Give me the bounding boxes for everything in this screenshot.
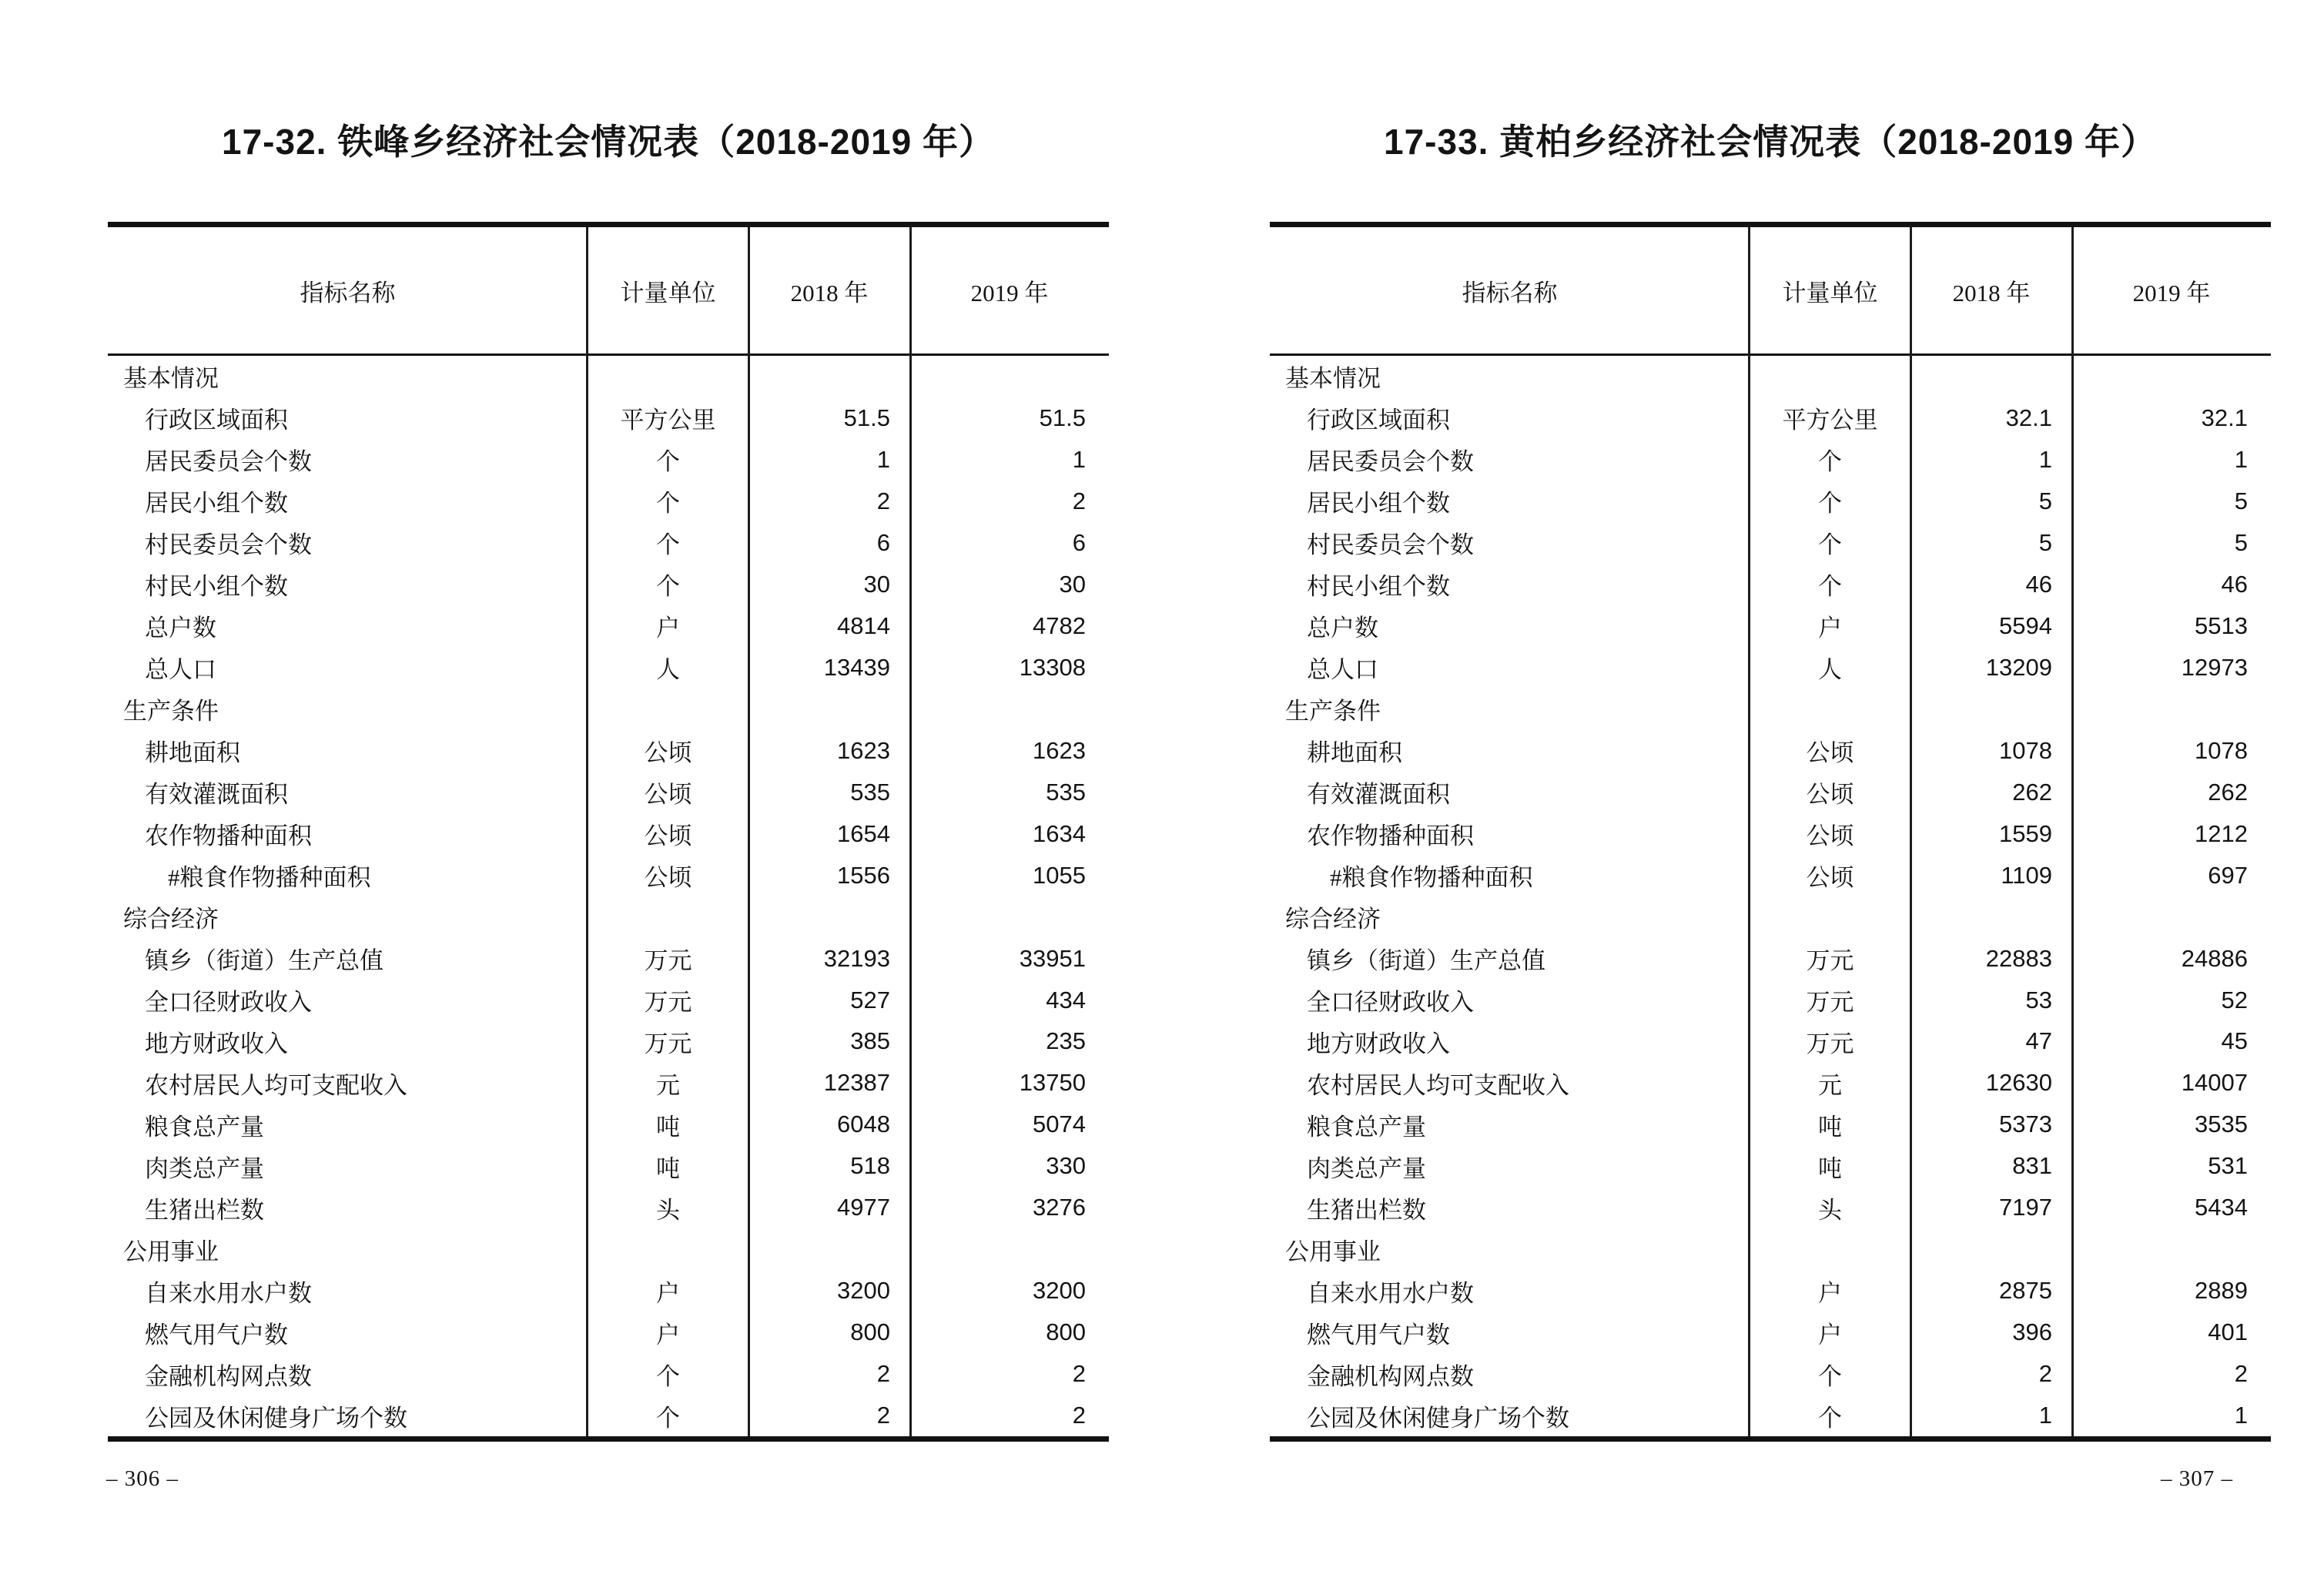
table-top-rule [1270, 222, 2271, 227]
value-2019: 2 [2234, 1360, 2248, 1388]
value-2018: 12387 [823, 1069, 890, 1097]
header-indicator: 指标名称 [300, 279, 396, 307]
value-2018: 5594 [1999, 611, 2052, 639]
value-2018: 518 [850, 1152, 890, 1180]
value-2019: 45 [2221, 1027, 2248, 1055]
table-row [1270, 1187, 2271, 1228]
value-2018: 2875 [1999, 1277, 2052, 1305]
value-2018: 5 [2038, 528, 2052, 556]
indicator-name: 全口径财政收入 [145, 989, 312, 1017]
value-2019: 5513 [2195, 611, 2248, 639]
table-row [108, 855, 1109, 896]
table-row [1270, 1104, 2271, 1145]
indicator-name: 地方财政收入 [145, 1030, 288, 1057]
table-row [1270, 1312, 2271, 1353]
page-number: – 306 – [106, 1466, 179, 1491]
table-row [108, 1062, 1109, 1104]
indicator-name: 居民委员会个数 [145, 448, 312, 476]
value-2019: 262 [2208, 778, 2248, 806]
value-2019: 535 [1046, 778, 1086, 806]
value-2019: 3200 [1033, 1277, 1086, 1305]
value-2019: 4782 [1033, 611, 1086, 639]
value-2019: 5 [2234, 487, 2248, 514]
unit-cell: 公顷 [644, 864, 692, 892]
unit-cell: 公顷 [1806, 822, 1854, 850]
value-2018: 30 [863, 570, 890, 598]
indicator-name: 镇乡（街道）生产总值 [1307, 947, 1545, 975]
value-2018: 1623 [837, 736, 890, 764]
unit-cell: 个 [1818, 448, 1842, 476]
value-2019: 32.1 [2201, 404, 2248, 431]
value-2018: 53 [2025, 986, 2052, 1013]
value-2019: 2 [1072, 1402, 1086, 1429]
table-row [1270, 397, 2271, 439]
indicator-name: 居民小组个数 [1307, 490, 1450, 518]
value-2019: 5074 [1033, 1111, 1086, 1138]
value-2019: 330 [1046, 1152, 1086, 1180]
indicator-name: 公用事业 [1285, 1238, 1381, 1265]
indicator-name: 自来水用水户数 [1307, 1279, 1474, 1307]
indicator-name: 总户数 [145, 615, 216, 642]
value-2018: 527 [850, 986, 890, 1013]
table-row [108, 813, 1109, 855]
value-2018: 1109 [2001, 861, 2052, 889]
unit-cell: 户 [656, 1321, 680, 1348]
table-row [108, 1312, 1109, 1353]
table-row [108, 397, 1109, 439]
table-row [108, 356, 1109, 397]
table-row [1270, 1062, 2271, 1104]
table-header-row [108, 227, 1109, 356]
unit-cell: 万元 [644, 989, 692, 1017]
unit-cell: 个 [656, 531, 680, 559]
column-divider [1910, 227, 1912, 1436]
table-bottom-rule [1270, 1436, 2271, 1442]
statistics-table [108, 222, 1109, 1442]
indicator-name: 燃气用气户数 [145, 1321, 288, 1348]
value-2019: 235 [1046, 1027, 1086, 1055]
value-2019: 33951 [1019, 944, 1086, 972]
unit-cell: 万元 [644, 947, 692, 975]
value-2018: 5 [2038, 487, 2052, 514]
value-2018: 1 [2038, 445, 2052, 473]
indicator-name: 总人口 [1307, 656, 1378, 684]
header-unit: 计量单位 [1782, 279, 1878, 307]
value-2019: 5434 [2195, 1194, 2248, 1221]
table-row [108, 688, 1109, 730]
yearbook-page-307 [1162, 0, 2324, 1588]
value-2018: 7197 [1999, 1194, 2052, 1221]
value-2018: 1559 [1999, 819, 2052, 847]
unit-cell: 公顷 [1806, 864, 1854, 892]
indicator-name: #粮食作物播种面积 [1330, 864, 1533, 892]
value-2018: 1 [876, 445, 890, 473]
unit-cell: 个 [656, 1362, 680, 1390]
table-row [1270, 1353, 2271, 1395]
value-2019: 1055 [1033, 861, 1086, 889]
table-bottom-rule [108, 1436, 1109, 1442]
value-2019: 531 [2208, 1152, 2248, 1180]
value-2018: 800 [850, 1318, 890, 1346]
indicator-name: 居民委员会个数 [1307, 448, 1474, 476]
unit-cell: 户 [1818, 1279, 1842, 1307]
indicator-name: 农作物播种面积 [1307, 822, 1474, 850]
table-row [1270, 896, 2271, 938]
table-row [1270, 1395, 2271, 1436]
indicator-name: 镇乡（街道）生产总值 [145, 947, 383, 975]
table-row [108, 481, 1109, 522]
value-2018: 3200 [837, 1277, 890, 1305]
table-row [1270, 439, 2271, 481]
indicator-name: 综合经济 [1285, 906, 1381, 933]
unit-cell: 吨 [656, 1154, 680, 1182]
indicator-name: 耕地面积 [145, 739, 240, 767]
indicator-name: 生产条件 [123, 698, 219, 725]
indicator-name: 粮食总产量 [1307, 1113, 1426, 1141]
unit-cell: 个 [1818, 1404, 1842, 1432]
value-2019: 12973 [2181, 653, 2248, 681]
unit-cell: 公顷 [644, 781, 692, 809]
indicator-name: 行政区域面积 [145, 407, 288, 434]
table-row [108, 1228, 1109, 1270]
indicator-name: 农作物播种面积 [145, 822, 312, 850]
table-row [1270, 1145, 2271, 1187]
value-2019: 30 [1059, 570, 1086, 598]
value-2018: 262 [2012, 778, 2052, 806]
header-2018: 2018 年 [1952, 279, 2031, 307]
indicator-name: 基本情况 [123, 365, 219, 393]
indicator-name: 居民小组个数 [145, 490, 288, 518]
unit-cell: 公顷 [1806, 739, 1854, 767]
table-body [108, 356, 1109, 1436]
unit-cell: 元 [656, 1071, 680, 1099]
unit-cell: 头 [656, 1196, 680, 1224]
value-2018: 1556 [837, 861, 890, 889]
indicator-name: 公园及休闲健身广场个数 [145, 1404, 407, 1432]
value-2018: 32193 [823, 944, 890, 972]
indicator-name: 有效灌溉面积 [145, 781, 288, 809]
table-row [108, 647, 1109, 688]
unit-cell: 户 [1818, 615, 1842, 642]
unit-cell: 平方公里 [620, 407, 716, 434]
table-row [108, 564, 1109, 605]
statistics-table [1270, 222, 2271, 1442]
table-row [108, 980, 1109, 1021]
indicator-name: 生产条件 [1285, 698, 1381, 725]
unit-cell: 个 [656, 1404, 680, 1432]
value-2019: 401 [2208, 1318, 2248, 1346]
indicator-name: 基本情况 [1285, 365, 1381, 393]
unit-cell: 个 [656, 573, 680, 601]
unit-cell: 人 [656, 656, 680, 684]
value-2018: 4977 [837, 1194, 890, 1221]
unit-cell: 公顷 [1806, 781, 1854, 809]
value-2018: 47 [2025, 1027, 2052, 1055]
value-2019: 697 [2208, 861, 2248, 889]
unit-cell: 平方公里 [1782, 407, 1878, 434]
value-2018: 32.1 [2005, 404, 2052, 431]
value-2018: 6 [876, 528, 890, 556]
table-row [1270, 605, 2271, 647]
table-row [108, 1395, 1109, 1436]
header-2018: 2018 年 [790, 279, 869, 307]
header-2019: 2019 年 [2132, 279, 2211, 307]
table-row [108, 1353, 1109, 1395]
unit-cell: 个 [656, 490, 680, 518]
unit-cell: 吨 [1818, 1113, 1842, 1141]
unit-cell: 元 [1818, 1071, 1842, 1099]
table-row [108, 896, 1109, 938]
value-2019: 3535 [2195, 1111, 2248, 1138]
indicator-name: 综合经济 [123, 906, 219, 933]
unit-cell: 万元 [1806, 989, 1854, 1017]
table-row [1270, 855, 2271, 896]
value-2019: 5 [2234, 528, 2248, 556]
unit-cell: 个 [1818, 490, 1842, 518]
unit-cell: 个 [656, 448, 680, 476]
value-2019: 1 [2234, 445, 2248, 473]
indicator-name: 村民委员会个数 [1307, 531, 1474, 559]
value-2018: 46 [2025, 570, 2052, 598]
header-indicator: 指标名称 [1462, 279, 1558, 307]
indicator-name: 生猪出栏数 [145, 1196, 264, 1224]
value-2018: 2 [876, 1360, 890, 1388]
value-2018: 396 [2012, 1318, 2052, 1346]
unit-cell: 个 [1818, 1362, 1842, 1390]
value-2018: 1654 [837, 819, 890, 847]
value-2019: 52 [2221, 986, 2248, 1013]
indicator-name: 公园及休闲健身广场个数 [1307, 1404, 1569, 1432]
indicator-name: 农村居民人均可支配收入 [145, 1071, 407, 1099]
table-header-row [1270, 227, 2271, 356]
value-2018: 535 [850, 778, 890, 806]
column-divider [2071, 227, 2074, 1436]
indicator-name: 自来水用水户数 [145, 1279, 312, 1307]
indicator-name: 农村居民人均可支配收入 [1307, 1071, 1569, 1099]
table-row [108, 1270, 1109, 1312]
table-row [1270, 522, 2271, 564]
table-row [1270, 356, 2271, 397]
unit-cell: 万元 [1806, 1030, 1854, 1057]
indicator-name: 耕地面积 [1307, 739, 1402, 767]
indicator-name: 行政区域面积 [1307, 407, 1450, 434]
unit-cell: 万元 [1806, 947, 1854, 975]
table-row [108, 605, 1109, 647]
indicator-name: 村民委员会个数 [145, 531, 312, 559]
indicator-name: 肉类总产量 [1307, 1154, 1426, 1182]
page-title: 17-33. 黄柏乡经济社会情况表（2018-2019 年） [1384, 122, 2157, 162]
indicator-name: 生猪出栏数 [1307, 1196, 1426, 1224]
value-2019: 2 [1072, 487, 1086, 514]
value-2018: 4814 [837, 611, 890, 639]
value-2018: 22883 [1985, 944, 2052, 972]
value-2018: 2 [2038, 1360, 2052, 1388]
indicator-name: 金融机构网点数 [145, 1362, 312, 1390]
indicator-name: #粮食作物播种面积 [168, 864, 371, 892]
header-2019: 2019 年 [970, 279, 1049, 307]
unit-cell: 头 [1818, 1196, 1842, 1224]
value-2019: 1623 [1033, 736, 1086, 764]
indicator-name: 金融机构网点数 [1307, 1362, 1474, 1390]
value-2018: 51.5 [843, 404, 890, 431]
table-row [108, 1021, 1109, 1063]
table-row [108, 1145, 1109, 1187]
value-2019: 1078 [2195, 736, 2248, 764]
table-row [1270, 1270, 2271, 1312]
value-2019: 3276 [1033, 1194, 1086, 1221]
indicator-name: 总人口 [145, 656, 216, 684]
value-2019: 1212 [2195, 819, 2248, 847]
indicator-name: 村民小组个数 [145, 573, 288, 601]
table-row [1270, 1228, 2271, 1270]
column-divider [748, 227, 750, 1436]
value-2019: 1634 [1033, 819, 1086, 847]
unit-cell: 个 [1818, 573, 1842, 601]
table-row [108, 1104, 1109, 1145]
indicator-name: 村民小组个数 [1307, 573, 1450, 601]
unit-cell: 个 [1818, 531, 1842, 559]
value-2019: 13750 [1019, 1069, 1086, 1097]
value-2019: 13308 [1019, 653, 1086, 681]
value-2019: 434 [1046, 986, 1086, 1013]
table-row [1270, 1021, 2271, 1063]
column-divider [586, 227, 588, 1436]
value-2018: 12630 [1985, 1069, 2052, 1097]
unit-cell: 户 [1818, 1321, 1842, 1348]
column-divider [909, 227, 912, 1436]
unit-cell: 公顷 [644, 739, 692, 767]
value-2018: 13439 [823, 653, 890, 681]
table-row [1270, 730, 2271, 772]
unit-cell: 户 [656, 1279, 680, 1307]
table-row [1270, 647, 2271, 688]
value-2019: 14007 [2181, 1069, 2248, 1097]
table-row [108, 1187, 1109, 1228]
indicator-name: 粮食总产量 [145, 1113, 264, 1141]
value-2019: 24886 [2181, 944, 2248, 972]
table-body [1270, 356, 2271, 1436]
indicator-name: 肉类总产量 [145, 1154, 264, 1182]
value-2019: 2 [1072, 1360, 1086, 1388]
table-row [108, 772, 1109, 813]
value-2019: 800 [1046, 1318, 1086, 1346]
table-row [108, 938, 1109, 980]
unit-cell: 吨 [656, 1113, 680, 1141]
value-2019: 1 [1072, 445, 1086, 473]
unit-cell: 公顷 [644, 822, 692, 850]
table-row [108, 439, 1109, 481]
unit-cell: 人 [1818, 656, 1842, 684]
table-row [1270, 813, 2271, 855]
header-unit: 计量单位 [620, 279, 716, 307]
value-2019: 6 [1072, 528, 1086, 556]
value-2018: 1 [2038, 1402, 2052, 1429]
table-row [1270, 481, 2271, 522]
table-row [1270, 772, 2271, 813]
indicator-name: 有效灌溉面积 [1307, 781, 1450, 809]
indicator-name: 公用事业 [123, 1238, 219, 1265]
table-row [108, 522, 1109, 564]
indicator-name: 全口径财政收入 [1307, 989, 1474, 1017]
table-top-rule [108, 222, 1109, 227]
value-2018: 385 [850, 1027, 890, 1055]
table-row [108, 730, 1109, 772]
value-2019: 2889 [2195, 1277, 2248, 1305]
value-2018: 6048 [837, 1111, 890, 1138]
value-2018: 2 [876, 1402, 890, 1429]
value-2019: 46 [2221, 570, 2248, 598]
indicator-name: 燃气用气户数 [1307, 1321, 1450, 1348]
value-2018: 2 [876, 487, 890, 514]
value-2018: 5373 [1999, 1111, 2052, 1138]
table-row [1270, 564, 2271, 605]
table-row [1270, 688, 2271, 730]
value-2018: 831 [2012, 1152, 2052, 1180]
column-divider [1748, 227, 1750, 1436]
page-title: 17-32. 铁峰乡经济社会情况表（2018-2019 年） [222, 122, 995, 162]
indicator-name: 总户数 [1307, 615, 1378, 642]
value-2019: 51.5 [1039, 404, 1086, 431]
unit-cell: 吨 [1818, 1154, 1842, 1182]
unit-cell: 户 [656, 615, 680, 642]
value-2019: 1 [2234, 1402, 2248, 1429]
value-2018: 1078 [1999, 736, 2052, 764]
table-row [1270, 938, 2271, 980]
page-number: – 307 – [2161, 1466, 2233, 1491]
value-2018: 13209 [1985, 653, 2052, 681]
indicator-name: 地方财政收入 [1307, 1030, 1450, 1057]
unit-cell: 万元 [644, 1030, 692, 1057]
table-row [1270, 980, 2271, 1021]
